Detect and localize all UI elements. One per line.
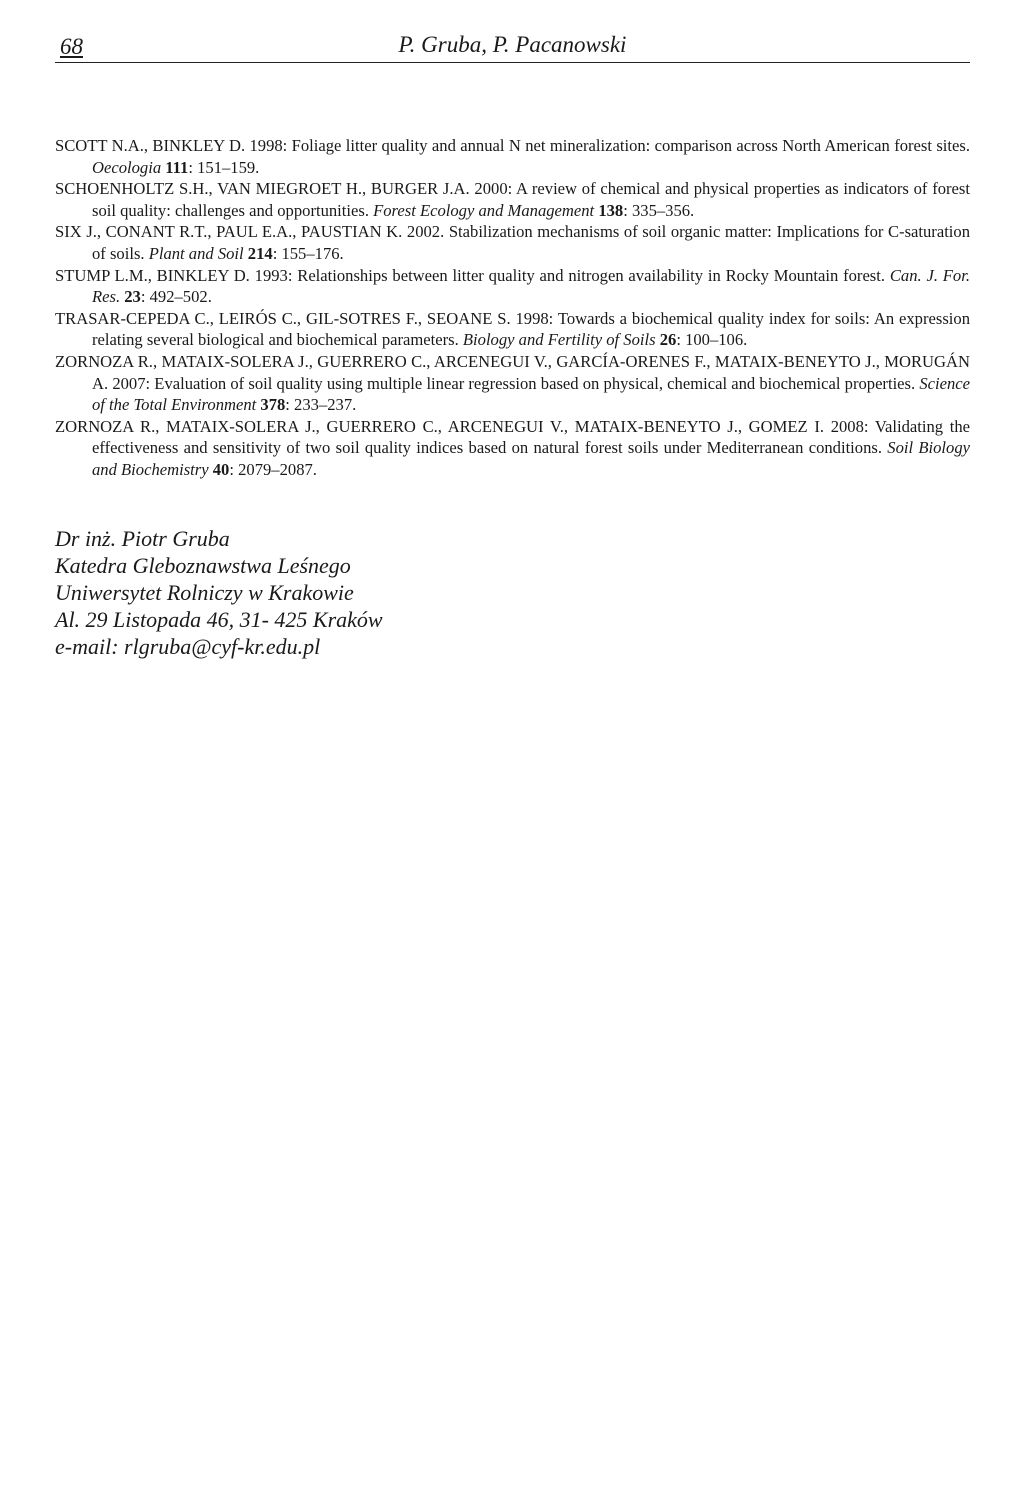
reference-item — [55, 416, 970, 481]
reference-item — [55, 178, 970, 221]
reference-pages: : 155–176. — [272, 243, 344, 263]
reference-volume: 26 — [655, 330, 677, 350]
author-affiliation — [55, 525, 970, 660]
reference-volume: 23 — [120, 287, 141, 307]
reference-authors: SCOTT N.A., BINKLEY D. — [55, 136, 250, 155]
reference-item — [55, 265, 970, 308]
reference-journal: Plant and Soil — [148, 243, 244, 263]
reference-journal: Science of the Total Environment — [92, 373, 971, 415]
reference-year-title: 1998: Foliage litter quality and annual N net mineralization: comparison across North American forest sites. — [249, 136, 970, 155]
reference-authors: STUMP L.M., BINKLEY D. — [55, 265, 255, 285]
author-email: e-mail: rlgruba@cyf-kr.edu.pl — [55, 633, 321, 659]
reference-year-title: 2002. Stabilization mechanisms of soil organic matter: Implications for C-saturation of soils. — [92, 222, 971, 263]
reference-authors: SIX J., CONANT R.T., PAUL E.A., PAUSTIAN K. — [55, 222, 407, 242]
reference-item — [55, 308, 970, 351]
reference-list — [55, 135, 970, 481]
reference-journal: Can. J. For. Res. — [92, 265, 970, 307]
reference-item — [55, 135, 970, 178]
reference-journal: Soil Biology and Biochemistry — [92, 438, 970, 479]
reference-year-title: 2007: Evaluation of soil quality using multiple linear regression based on physical, chemical and biochemical properties. — [112, 373, 920, 393]
reference-item — [55, 351, 970, 416]
reference-authors: SCHOENHOLTZ S.H., VAN MIEGROET H., BURGER J.A. — [55, 179, 475, 199]
author-address: Al. 29 Listopada 46, 31- 425 Kraków — [55, 606, 383, 632]
reference-volume: 138 — [594, 200, 624, 220]
reference-pages: : 335–356. — [623, 200, 695, 220]
running-head — [55, 28, 970, 63]
reference-journal: Oecologia — [92, 157, 162, 177]
author-name: Dr inż. Piotr Gruba — [55, 525, 230, 551]
reference-item — [55, 221, 970, 264]
reference-journal: Biology and Fertility of Soils — [462, 330, 656, 350]
reference-year-title: 2008: Validating the effectiveness and sensitivity of two soil quality indices based on natural forest soils under Mediterranean conditions. — [92, 416, 970, 458]
reference-volume: 40 — [208, 459, 230, 479]
reference-volume: 214 — [243, 243, 273, 263]
reference-pages: : 492–502. — [140, 287, 212, 307]
reference-pages: : 233–237. — [285, 395, 357, 415]
reference-year-title: 1998: Towards a biochemical quality index for soils: An expression relating several biological and biochemical parameters. — [92, 308, 970, 350]
page-number: 68 — [60, 34, 83, 59]
author-department: Katedra Gleboznawstwa Leśnego — [55, 552, 351, 578]
page — [55, 28, 970, 660]
reference-pages: : 100–106. — [676, 330, 748, 350]
reference-year-title: 1993: Relationships between litter quality and nitrogen availability in Rocky Mountain forest. — [254, 265, 890, 285]
author-university: Uniwersytet Rolniczy w Krakowie — [55, 579, 354, 605]
reference-authors: ZORNOZA R., MATAIX-SOLERA J., GUERRERO C., ARCENEGUI V., MATAIX-BENEYTO J., GOMEZ I. — [55, 416, 831, 436]
reference-pages: : 2079–2087. — [229, 459, 317, 479]
reference-pages: : 151–159. — [188, 157, 260, 177]
reference-volume: 111 — [161, 157, 189, 177]
reference-authors: TRASAR-CEPEDA C., LEIRÓS C., GIL-SOTRES F., SEOANE S. — [55, 308, 516, 328]
reference-volume: 378 — [256, 395, 286, 415]
reference-journal: Forest Ecology and Management — [373, 200, 595, 220]
running-head-authors: P. Gruba, P. Pacanowski — [398, 32, 627, 57]
reference-year-title: 2000: A review of chemical and physical properties as indicators of forest soil quality: challenges and opportunities. — [92, 179, 970, 220]
reference-authors: ZORNOZA R., MATAIX-SOLERA J., GUERRERO C., ARCENEGUI V., GARCÍA-ORENES F., MATAIX-BENEYTO J., MORUGÁN A. — [55, 351, 970, 393]
